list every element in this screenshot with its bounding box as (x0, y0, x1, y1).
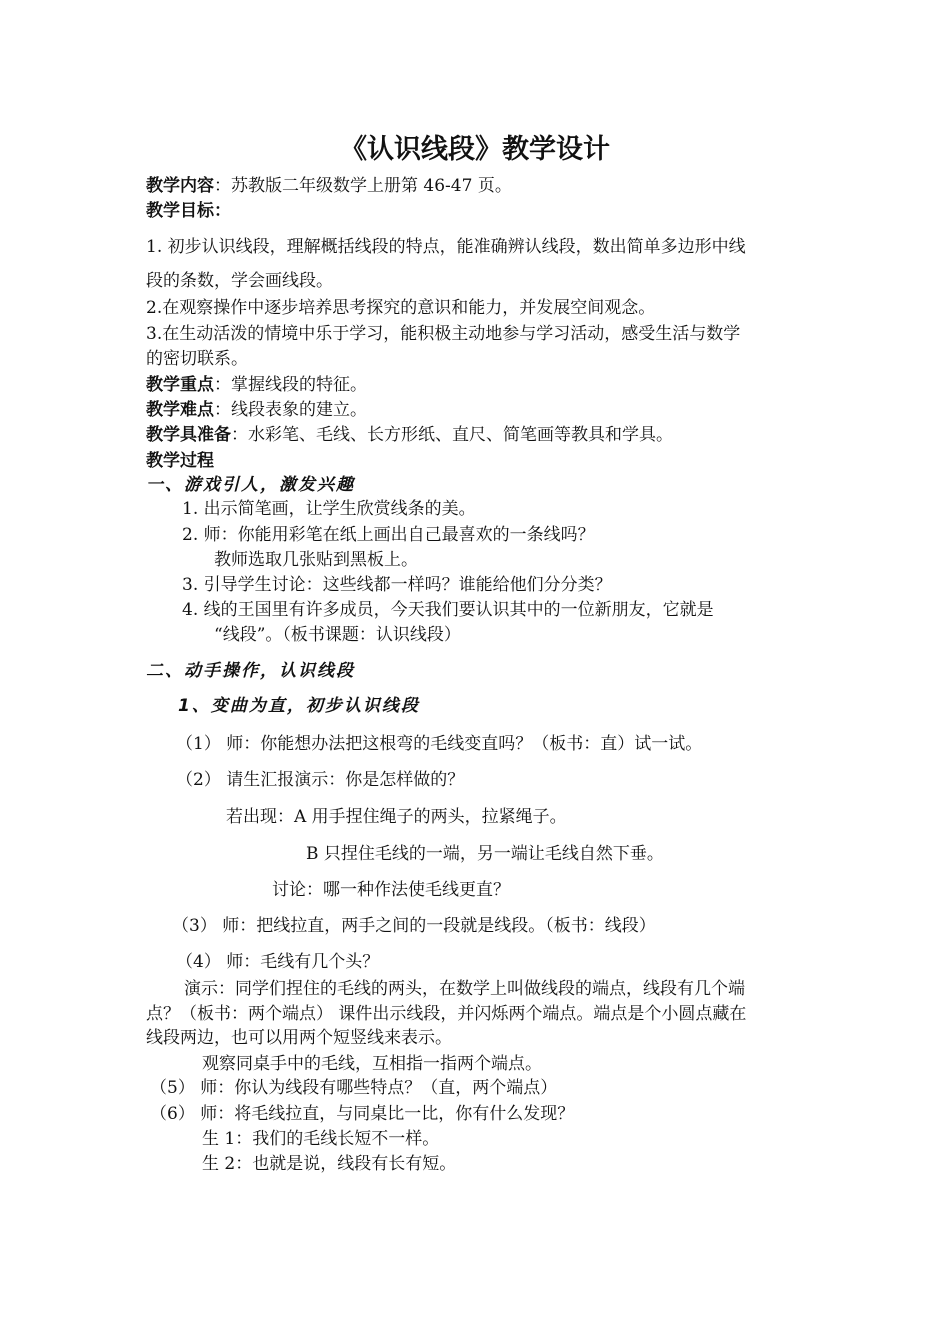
section-2-line-15: 生 2：也就是说，线段有长有短。 (202, 1154, 457, 1174)
section-2-line-3: 若出现：A 用手捏住绳子的两头，拉紧绳子。 (226, 807, 567, 827)
goal-line-1: 1. 初步认识线段，理解概括线段的特点，能准确辨认线段，数出简单多边形中线 (146, 237, 746, 257)
goal-line-3: 2.在观察操作中逐步培养思考探究的意识和能力，并发展空间观念。 (146, 298, 656, 318)
section-2-line-8: 演示：同学们捏住的毛线的两头，在数学上叫做线段的端点，线段有几个端 (184, 979, 745, 999)
process-label: 教学过程 (146, 451, 214, 471)
section-2-line-7: （4） 师：毛线有几个头？ (176, 952, 380, 972)
section-2-line-5: 讨论：哪一种作法使毛线更直？ (272, 880, 510, 900)
key-point-line (146, 374, 367, 396)
materials-label: 教学具准备 (146, 425, 231, 445)
goal-line-2: 段的条数，学会画线段。 (146, 271, 333, 291)
teaching-content-value: ：苏教版二年级数学上册第 46-47 页。 (214, 176, 512, 196)
difficulty-line (146, 399, 367, 421)
section-1-line-1: 1. 出示简笔画，让学生欣赏线条的美。 (182, 499, 476, 519)
section-1-line-2: 2. 师：你能用彩笔在纸上画出自己最喜欢的一条线吗？ (182, 525, 595, 545)
section-2-line-12: （5） 师：你认为线段有哪些特点？（直，两个端点） (150, 1078, 558, 1098)
section-2-line-2: （2） 请生汇报演示：你是怎样做的？ (176, 770, 465, 790)
section-1-line-5: 4. 线的王国里有许多成员，今天我们要认识其中的一位新朋友，它就是 (182, 600, 714, 620)
section-2-line-9: 点？（板书：两个端点） 课件出示线段，并闪烁两个端点。端点是个小圆点藏在 (146, 1004, 747, 1024)
section-1-heading: 一、游戏引人，激发兴趣 (146, 475, 355, 495)
section-2-line-11: 观察同桌手中的毛线，互相指一指两个端点。 (202, 1054, 542, 1074)
section-1-line-3: 教师选取几张贴到黑板上。 (214, 550, 418, 570)
section-2-heading: 二、动手操作，认识线段 (146, 661, 355, 681)
section-2-line-10: 线段两边，也可以用两个短竖线来表示。 (146, 1028, 452, 1048)
teaching-content-label: 教学内容 (146, 176, 214, 196)
section-2-line-6: （3） 师：把线拉直，两手之间的一段就是线段。（板书：线段） (172, 916, 656, 936)
section-2-line-14: 生 1：我们的毛线长短不一样。 (202, 1129, 440, 1149)
section-2-line-13: （6） 师：将毛线拉直，与同桌比一比，你有什么发现？ (150, 1104, 575, 1124)
difficulty-label: 教学难点 (146, 400, 214, 420)
materials-line (146, 424, 673, 446)
teaching-goals-label: 教学目标： (146, 201, 231, 221)
document-title: 《认识线段》教学设计 (340, 134, 610, 165)
goal-line-4: 3.在生动活泼的情境中乐于学习，能积极主动地参与学习活动，感受生活与数学 (146, 324, 741, 344)
section-2-line-1: （1） 师：你能想办法把这根弯的毛线变直吗？（板书：直）试一试。 (176, 734, 703, 754)
section-1-line-4: 3. 引导学生讨论：这些线都一样吗？谁能给他们分分类？ (182, 575, 612, 595)
section-2-line-4: B 只捏住毛线的一端，另一端让毛线自然下垂。 (306, 844, 664, 864)
teaching-content-line (146, 175, 512, 197)
section-2-subheading: 1、变曲为直，初步认识线段 (178, 696, 420, 716)
difficulty-value: ：线段表象的建立。 (214, 400, 367, 420)
materials-value: ：水彩笔、毛线、长方形纸、直尺、简笔画等教具和学具。 (231, 425, 673, 445)
key-point-label: 教学重点 (146, 375, 214, 395)
section-1-line-6: “线段”。（板书课题：认识线段） (214, 625, 461, 645)
goal-line-5: 的密切联系。 (146, 349, 248, 369)
key-point-value: ：掌握线段的特征。 (214, 375, 367, 395)
